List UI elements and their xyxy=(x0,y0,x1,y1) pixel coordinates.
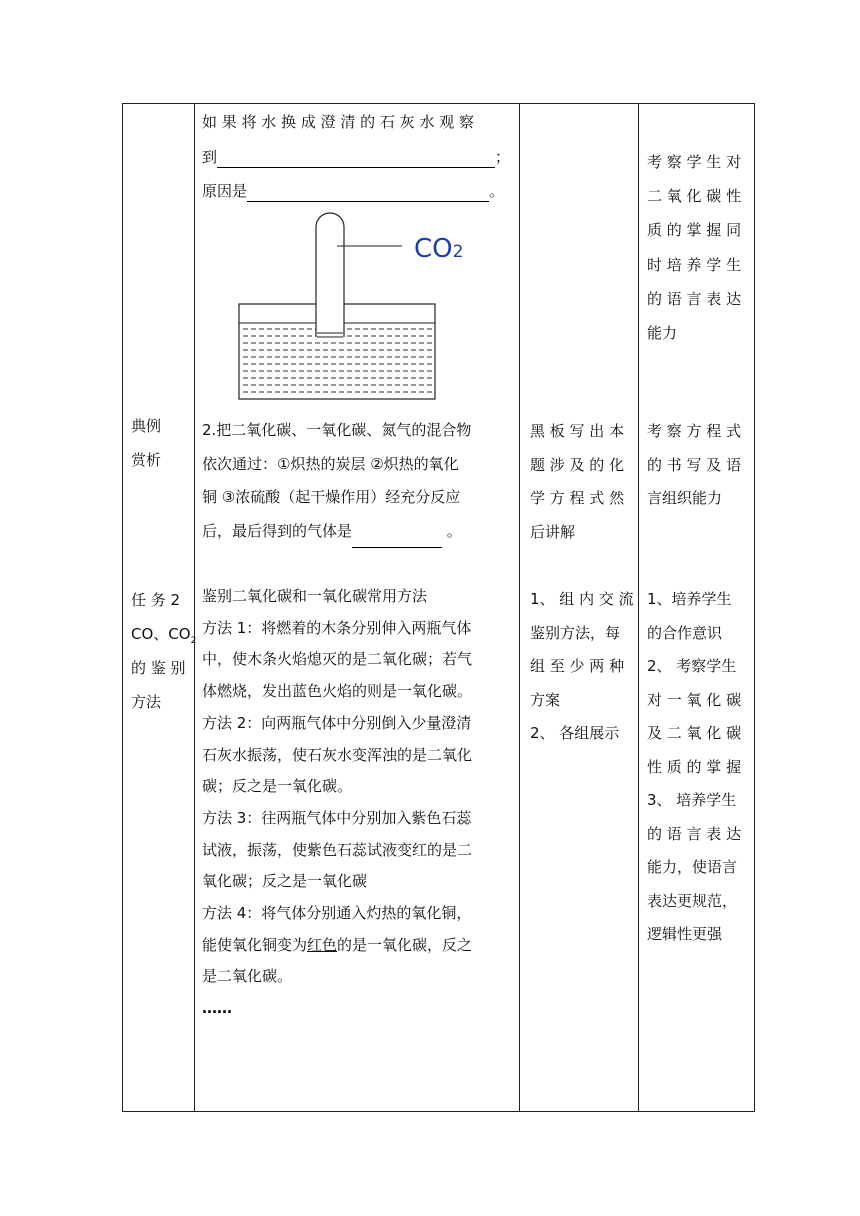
activity-line: 题 涉 及 的 化 xyxy=(530,455,625,474)
method-text: 能使氧化铜变为 xyxy=(202,935,308,954)
method-line: 中，使木条火焰熄灭的是二氧化碳；若气 xyxy=(202,650,473,669)
section-label-text: CO、CO xyxy=(131,625,191,643)
section-label-example xyxy=(131,415,161,471)
answer-blank xyxy=(217,149,495,168)
answer-blank xyxy=(247,183,489,202)
activity-line: 1、 组 内 交 流 xyxy=(530,590,634,608)
question2-text: 。 xyxy=(442,521,462,540)
method-text: 的是一氧化碳，反之 xyxy=(337,935,473,954)
subscript: 2 xyxy=(190,636,197,646)
diagram-label-text: CO xyxy=(414,234,453,264)
method-line: 方法 3：往两瓶气体中分别加入紫色石蕊 xyxy=(202,808,472,827)
intent-line: 的 语 言 表 达 xyxy=(647,289,742,308)
section-label-line xyxy=(131,617,196,651)
teacher-activity-1 xyxy=(530,415,624,549)
table-divider-3 xyxy=(638,103,639,1112)
question1-line1: 如 果 将 水 换 成 澄 清 的 石 灰 水 观 察 xyxy=(202,113,474,131)
design-intent-1 xyxy=(647,145,741,350)
water-pattern xyxy=(243,329,432,392)
section-label-line: 赏析 xyxy=(131,451,162,469)
method-line: 是二氧化碳。 xyxy=(202,967,293,986)
question2-line: 依次通过：①炽热的炭层 ②炽热的氧化 xyxy=(202,454,459,473)
section-label-line: 任 务 2 xyxy=(131,591,181,609)
question2 xyxy=(202,414,471,548)
design-intent-2 xyxy=(647,415,741,516)
method-text-underlined: 红色 xyxy=(307,935,338,954)
question2-line: 2.把二氧化碳、一氧化碳、氮气的混合物 xyxy=(202,421,472,439)
intent-line: 2、 考察学生 xyxy=(647,657,737,675)
question1-text: 到 xyxy=(202,148,218,166)
section-label-line: 典例 xyxy=(131,417,162,435)
table-border-bottom xyxy=(122,1111,755,1112)
method-line: 方法 1：将燃着的木条分别伸入两瓶气体 xyxy=(202,618,472,637)
table-divider-2 xyxy=(519,103,520,1112)
table-border-top xyxy=(122,103,755,104)
intent-line: 及 二 氧 化 碳 xyxy=(647,724,742,742)
intent-line: 对 一 氧 化 碳 xyxy=(647,690,742,709)
question1-text: 。 xyxy=(489,182,505,200)
question1-line3 xyxy=(202,180,504,202)
intent-line: 时 培 养 学 生 xyxy=(647,255,742,274)
intent-line: 的 语 言 表 达 xyxy=(647,824,742,843)
test-tube xyxy=(316,213,344,337)
intent-line: 能力，使语言 xyxy=(647,858,738,876)
methods-title: 鉴别二氧化碳和一氧化碳常用方法 xyxy=(202,587,428,605)
intent-line: 言组织能力 xyxy=(647,489,723,507)
section-label-line: 的 鉴 别 xyxy=(131,659,186,677)
intent-line: 的 书 写 及 语 xyxy=(647,455,742,474)
ellipsis: …… xyxy=(202,999,232,1018)
activity-line: 组 至 少 两 种 xyxy=(530,657,625,675)
method-line: 试液，振荡，使紫色石蕊试液变红的是二 xyxy=(202,840,473,859)
intent-line: 考 察 方 程 式 xyxy=(647,422,742,440)
intent-line: 性 质 的 掌 握 xyxy=(647,757,742,776)
method-line: 碳；反之是一氧化碳。 xyxy=(202,777,353,796)
method-line: 方法 2：向两瓶气体中分别倒入少量澄清 xyxy=(202,713,472,732)
method-line: 氧化碳；反之是一氧化碳 xyxy=(202,872,368,891)
intent-line: 1、培养学生 xyxy=(647,590,732,608)
teacher-activity-2 xyxy=(530,583,634,751)
method-line xyxy=(202,930,472,962)
answer-blank xyxy=(352,525,442,548)
design-intent-3 xyxy=(647,583,741,952)
diagram-label-co2 xyxy=(414,233,463,268)
question2-text: 后，最后得到的气体是 xyxy=(202,521,353,540)
intent-line: 考 察 学 生 对 xyxy=(647,153,742,171)
activity-line: 鉴别方法，每 xyxy=(530,623,621,642)
activity-line: 方案 xyxy=(530,690,561,709)
method-line: 石灰水振荡，使石灰水变浑浊的是二氧化 xyxy=(202,745,473,764)
intent-line: 能力 xyxy=(647,324,678,343)
method-line: 体燃烧，发出蓝色火焰的则是一氧化碳。 xyxy=(202,682,473,701)
intent-line: 的合作意识 xyxy=(647,623,723,642)
intent-line: 质 的 掌 握 同 xyxy=(647,221,742,240)
question2-line: 铜 ③浓硫酸（起干燥作用）经充分反应 xyxy=(202,488,461,506)
activity-line: 黑 板 写 出 本 xyxy=(530,422,625,440)
section-label-line: 方法 xyxy=(131,693,162,711)
activity-line: 后讲解 xyxy=(530,522,576,541)
activity-line: 学 方 程 式 然 xyxy=(530,489,625,507)
table-border-right xyxy=(754,103,755,1112)
intent-line: 二 氧 化 碳 性 xyxy=(647,187,742,206)
activity-line: 2、 各组展示 xyxy=(530,724,620,742)
question1-text: 原因是 xyxy=(202,182,248,200)
question1-line2 xyxy=(202,146,510,168)
intent-line: 3、 培养学生 xyxy=(647,791,737,809)
question2-line xyxy=(202,515,471,549)
question1-text: ； xyxy=(495,148,511,166)
intent-line: 表达更规范， xyxy=(647,891,738,910)
method-line: 方法 4：将气体分别通入灼热的氧化铜， xyxy=(202,904,472,923)
methods-block xyxy=(202,581,472,1025)
section-label-task2 xyxy=(131,583,196,719)
intent-line: 逻辑性更强 xyxy=(647,925,723,943)
subscript: 2 xyxy=(452,242,464,262)
table-border-left xyxy=(122,103,123,1112)
